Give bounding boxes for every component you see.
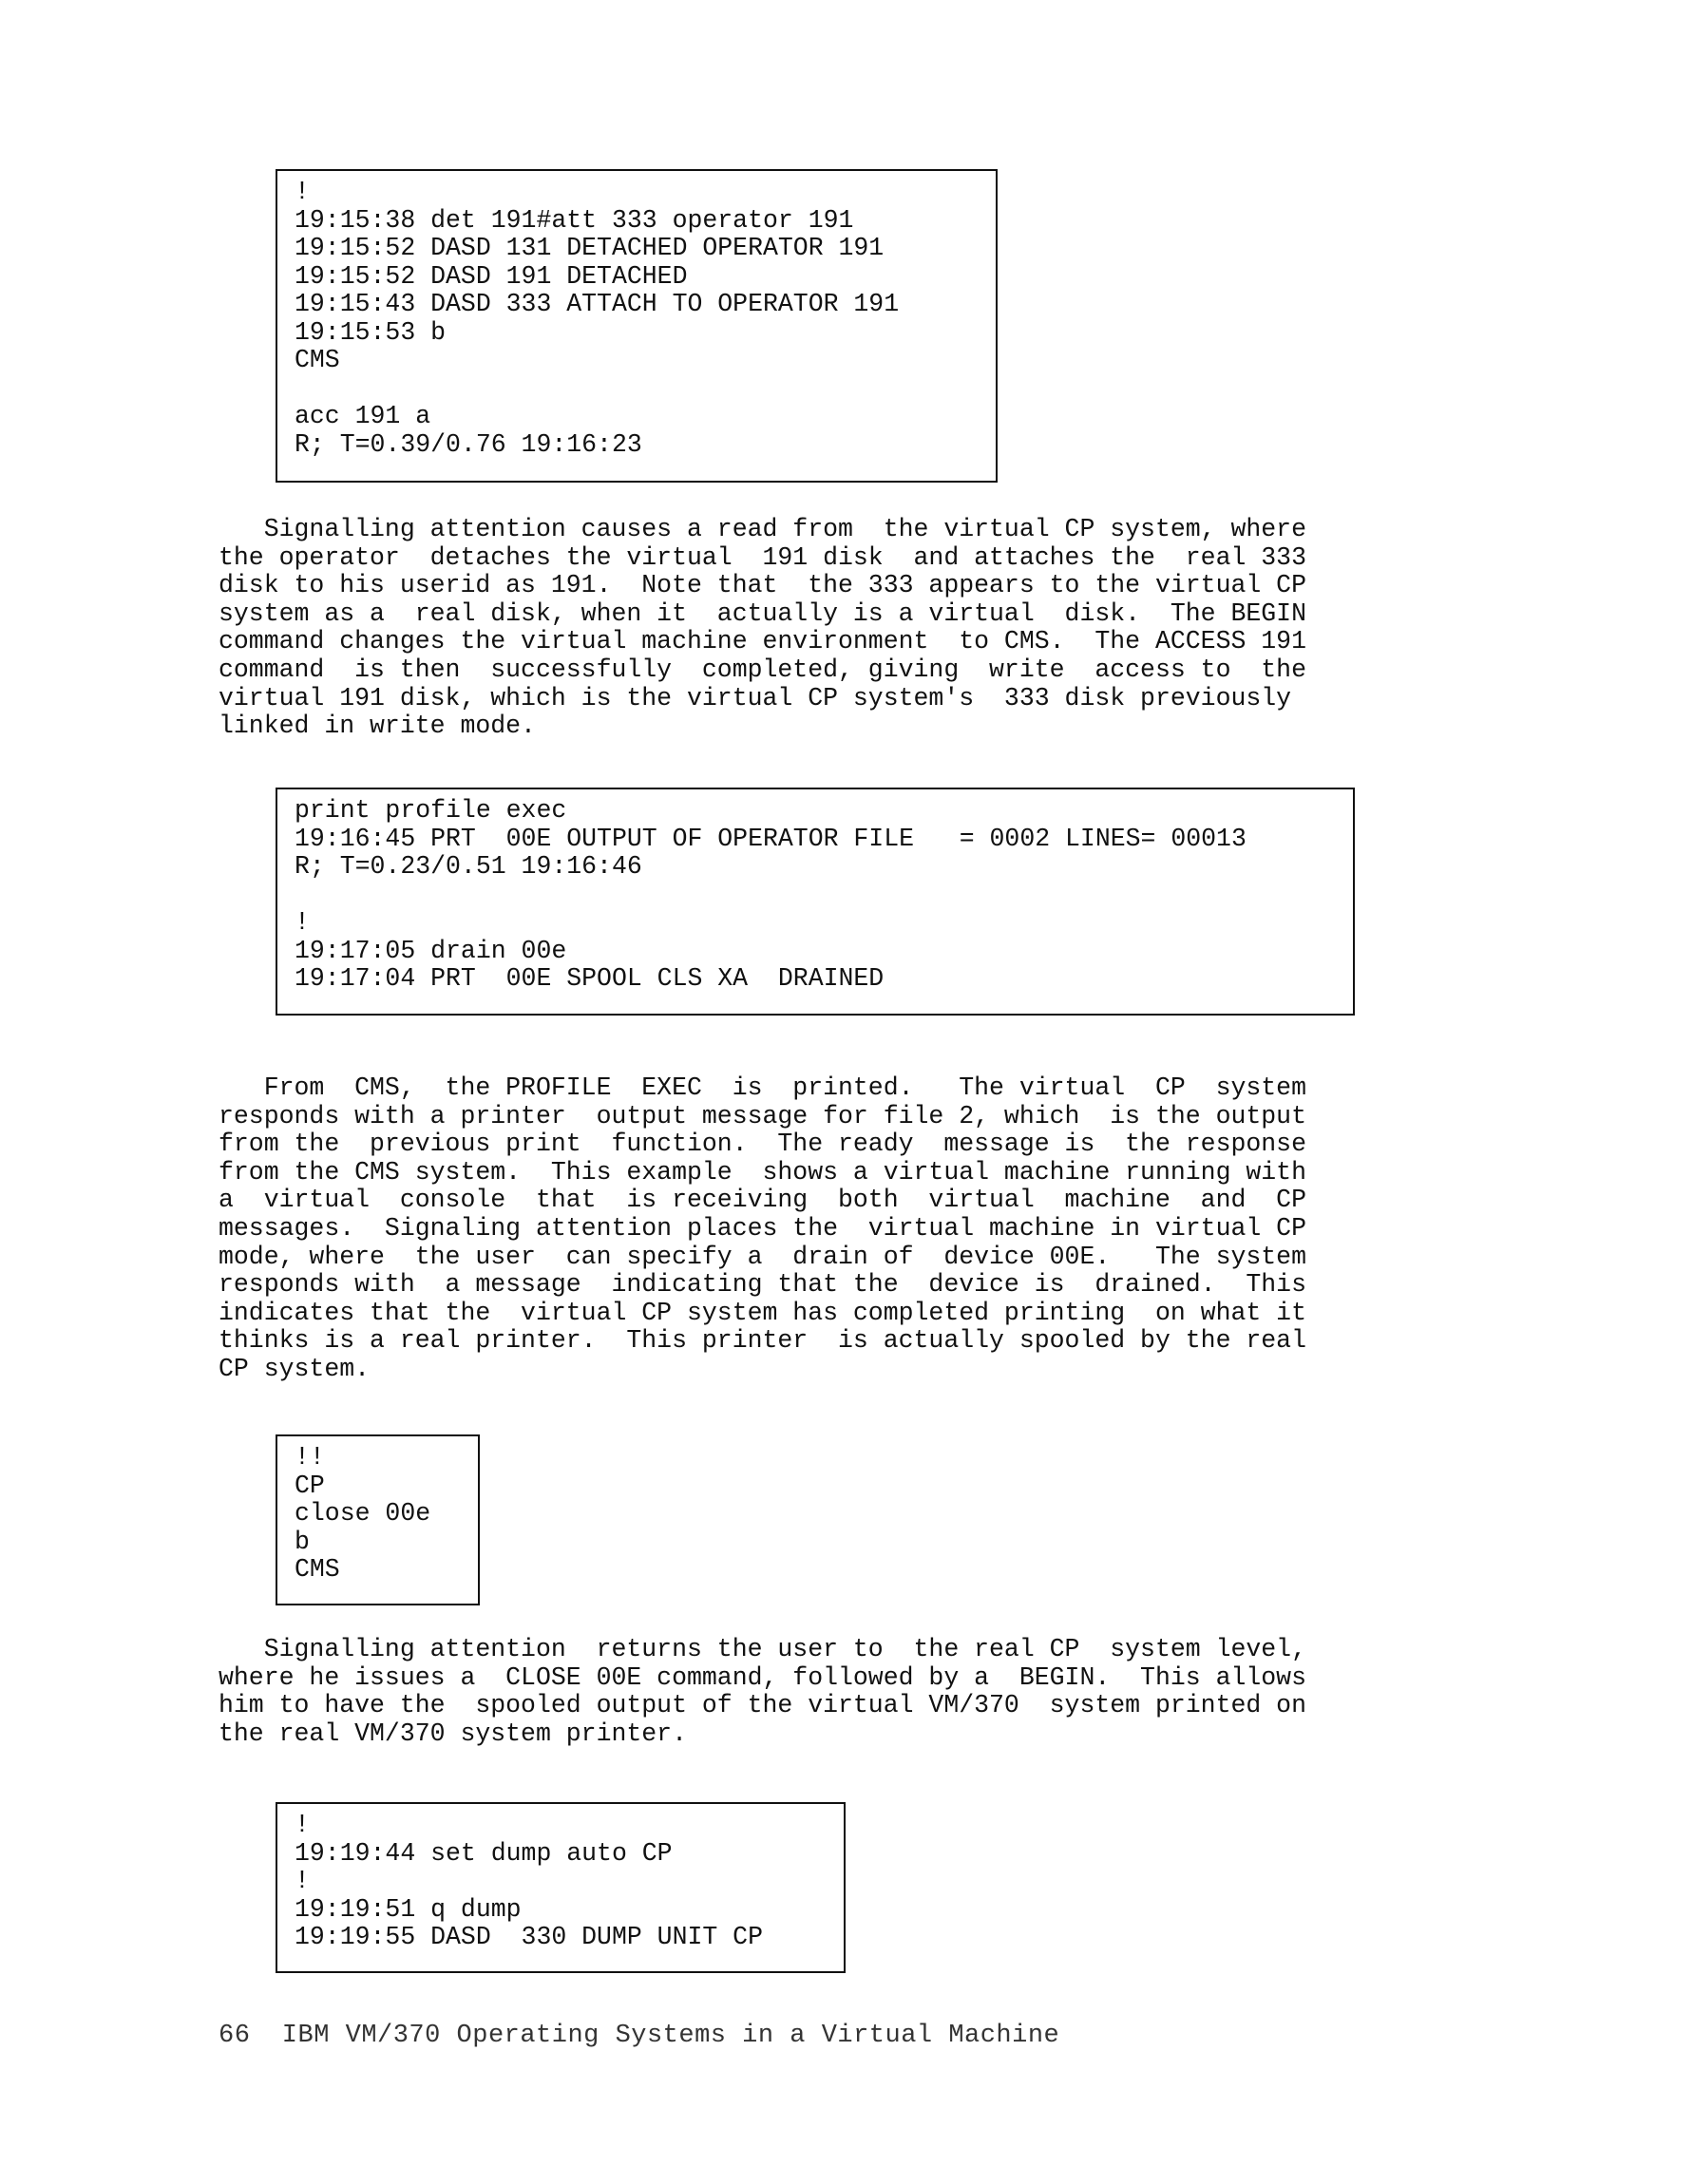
paragraph-line: a virtual console that is receiving both virtual machine and CP <box>219 1186 1306 1215</box>
terminal-line: ! <box>295 1867 310 1895</box>
terminal-line: 19:19:55 DASD 330 DUMP UNIT CP <box>295 1923 763 1951</box>
terminal-line: CMS <box>295 1555 340 1584</box>
terminal-line: print profile exec <box>295 796 567 825</box>
paragraph-line: indicates that the virtual CP system has completed printing on what it <box>219 1298 1306 1327</box>
terminal-line: 19:19:44 set dump auto CP <box>295 1838 673 1868</box>
paragraph-line: Signalling attention returns the user to the real CP system level, <box>219 1635 1306 1663</box>
paragraph-line: command is then successfully completed, giving write access to the <box>219 655 1306 684</box>
paragraph-line: messages. Signaling attention places the virtual machine in virtual CP <box>219 1213 1306 1243</box>
paragraph-line: CP system. <box>219 1354 371 1383</box>
page-footer: 66 IBM VM/370 Operating Systems in a Virtual Machine <box>219 2022 1060 2050</box>
paragraph-line: command changes the virtual machine environment to CMS. The ACCESS 191 <box>219 627 1306 656</box>
paragraph-line: him to have the spooled output of the virtual VM/370 system printed on <box>219 1691 1306 1720</box>
paragraph-line: responds with a message indicating that the device is drained. This <box>219 1270 1306 1300</box>
paragraph-line: the operator detaches the virtual 191 disk and attaches the real 333 <box>219 542 1306 572</box>
terminal-line <box>295 882 1334 910</box>
paragraph-line: linked in write mode. <box>219 712 536 741</box>
body-paragraph <box>219 1074 1420 1384</box>
terminal-line: R; T=0.39/0.76 19:16:23 <box>295 429 642 459</box>
body-paragraph <box>219 516 1420 741</box>
paragraph-line: thinks is a real printer. This printer is actually spooled by the real <box>219 1326 1306 1356</box>
terminal-line: close 00e <box>295 1499 431 1528</box>
terminal-line: 19:17:04 PRT 00E SPOOL CLS XA DRAINED <box>295 964 885 993</box>
paragraph-line: Signalling attention causes a read from the virtual CP system, where <box>219 515 1306 543</box>
terminal-box-close <box>276 1434 480 1605</box>
terminal-line: ! <box>295 908 310 937</box>
paragraph-line: from the previous print function. The ready message is the response <box>219 1130 1306 1159</box>
terminal-line: 19:17:05 drain 00e <box>295 936 567 965</box>
terminal-line: CMS <box>295 346 340 374</box>
terminal-line: CP <box>295 1471 325 1500</box>
paragraph-line: responds with a printer output message for file 2, which is the output <box>219 1101 1306 1130</box>
terminal-line: 19:16:45 PRT 00E OUTPUT OF OPERATOR FILE = 0002 LINES= 00013 <box>295 824 1247 853</box>
paragraph-line: mode, where the user can specify a drain of device 00E. The system <box>219 1242 1306 1271</box>
terminal-line: 19:15:43 DASD 333 ATTACH TO OPERATOR 191 <box>295 290 900 318</box>
terminal-line: 19:15:52 DASD 131 DETACHED OPERATOR 191 <box>295 234 885 262</box>
body-paragraph <box>219 1636 1420 1748</box>
terminal-box-dump <box>276 1802 846 1973</box>
paragraph-line: disk to his userid as 191. Note that the 333 appears to the virtual CP <box>219 571 1306 600</box>
paragraph-line: the real VM/370 system printer. <box>219 1719 687 1748</box>
terminal-line: 19:15:38 det 191#att 333 operator 191 <box>295 205 854 235</box>
paragraph-line: where he issues a CLOSE 00E command, followed by a BEGIN. This allows <box>219 1662 1306 1692</box>
terminal-line: b <box>295 1527 310 1556</box>
paragraph-line: virtual 191 disk, which is the virtual CP system's 333 disk previously <box>219 683 1292 712</box>
terminal-line: R; T=0.23/0.51 19:16:46 <box>295 852 642 881</box>
terminal-line: 19:15:53 b <box>295 317 447 347</box>
terminal-line: 19:19:51 q dump <box>295 1894 522 1924</box>
terminal-line <box>295 375 977 404</box>
terminal-line: ! <box>295 1811 310 1839</box>
terminal-line: ! <box>295 178 310 206</box>
terminal-line: !! <box>295 1443 325 1472</box>
paragraph-line: from the CMS system. This example shows a virtual machine running with <box>219 1157 1306 1187</box>
terminal-box-detach-attach <box>276 169 998 483</box>
paragraph-line: system as a real disk, when it actually is a virtual disk. The BEGIN <box>219 598 1306 628</box>
terminal-box-print-drain <box>276 788 1355 1016</box>
terminal-line: 19:15:52 DASD 191 DETACHED <box>295 261 688 291</box>
terminal-line: acc 191 a <box>295 402 431 430</box>
paragraph-line: From CMS, the PROFILE EXEC is printed. The virtual CP system <box>219 1073 1306 1102</box>
